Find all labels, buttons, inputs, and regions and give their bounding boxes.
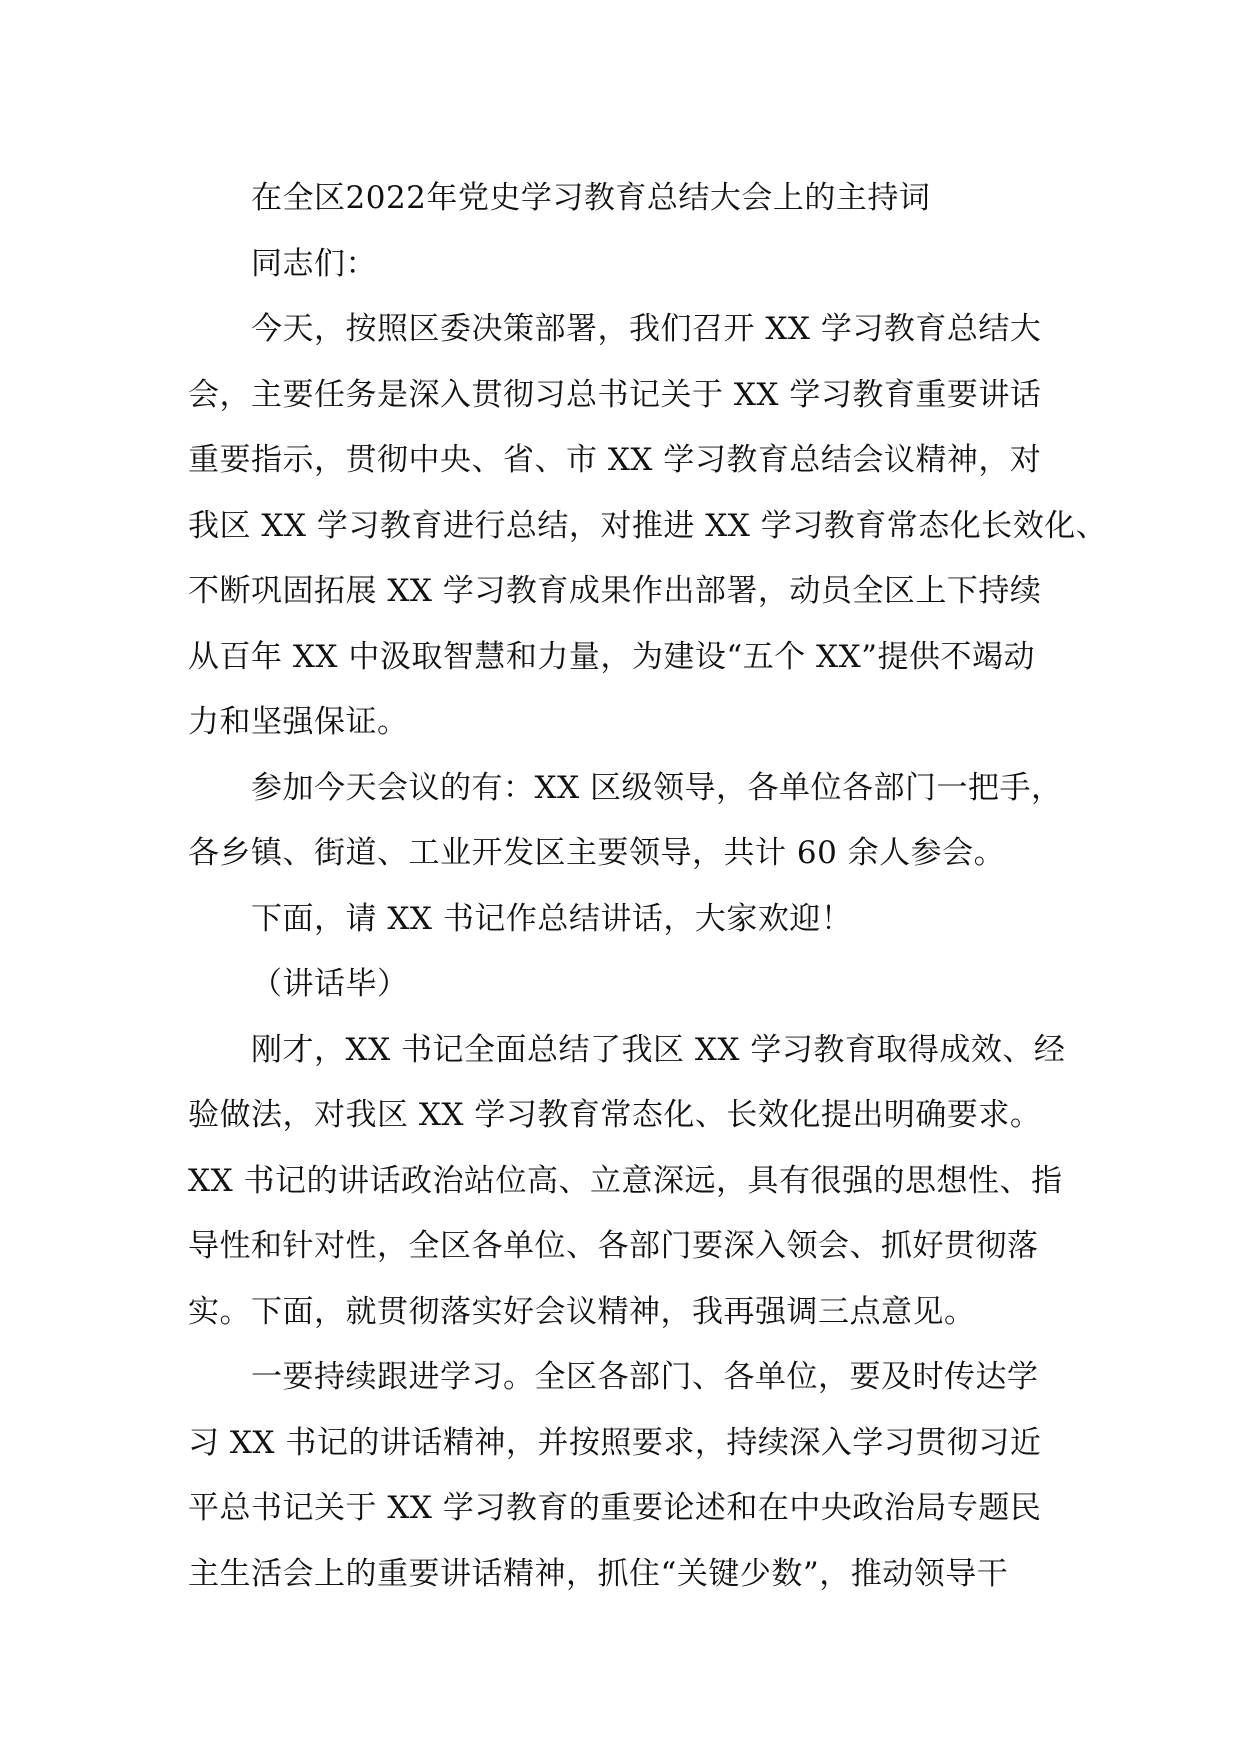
paragraph-line: 平总书记关于 XX 学习教育的重要论述和在中央政治局专题民 [188, 1490, 1042, 1526]
paragraph-line: 各乡镇、街道、工业开发区主要领导，共计 60 余人参会。 [188, 835, 1006, 871]
paragraph-6 [188, 1345, 1068, 1607]
document-title: 在全区2022年党史学习教育总结大会上的主持词 [251, 180, 931, 216]
paragraph-line: 不断巩固拓展 XX 学习教育成果作出部署，动员全区上下持续 [188, 573, 1042, 609]
paragraph-line: 验做法，对我区 XX 学习教育常态化、长效化提出明确要求。 [188, 1097, 1042, 1133]
paragraph-line: 主生活会上的重要讲话精神，抓住“关键少数”，推动领导干 [188, 1555, 1009, 1592]
paragraph-line: XX 书记的讲话政治站位高、立意深远，具有很强的思想性、指 [188, 1162, 1063, 1199]
paragraph-4 [188, 952, 1068, 1018]
paragraph-line: 一要持续跟进学习。全区各部门、各单位，要及时传达学 [251, 1359, 1039, 1395]
paragraph-line: 今天，按照区委决策部署，我们召开 XX 学习教育总结大 [251, 311, 1042, 347]
paragraph-5 [188, 1018, 1068, 1346]
paragraph-line: 我区 XX 学习教育进行总结，对推进 XX 学习教育常态化长效化、 [188, 507, 1108, 544]
document-body [188, 166, 1108, 1607]
paragraph-line: 从百年 XX 中汲取智慧和力量，为建设“五个 XX”提供不竭动 [188, 638, 1036, 675]
paragraph-1 [188, 297, 1108, 756]
paragraph-line: 力和坚强保证。 [188, 704, 409, 740]
paragraph-2 [188, 756, 1068, 887]
paragraph-line: （讲话毕） [251, 966, 409, 1002]
paragraph-line: 刚才，XX 书记全面总结了我区 XX 学习教育取得成效、经 [251, 1031, 1066, 1068]
paragraph-line: 会，主要任务是深入贯彻习总书记关于 XX 学习教育重要讲话 [188, 376, 1042, 413]
paragraph-line: 下面，请 XX 书记作总结讲话，大家欢迎！ [251, 900, 853, 937]
paragraph-line: 习 XX 书记的讲话精神，并按照要求，持续深入学习贯彻习近 [188, 1424, 1042, 1461]
paragraph-line: 参加今天会议的有：XX 区级领导，各单位各部门一把手， [251, 769, 1063, 806]
paragraph-line: 实。下面，就贯彻落实好会议精神，我再强调三点意见。 [188, 1293, 976, 1330]
greeting: 同志们： [251, 245, 377, 282]
paragraph-line: 导性和针对性，全区各单位、各部门要深入领会、抓好贯彻落 [188, 1228, 1039, 1264]
paragraph-3 [188, 887, 1068, 953]
paragraph-line: 重要指示，贯彻中央、省、市 XX 学习教育总结会议精神，对 [188, 442, 1042, 478]
